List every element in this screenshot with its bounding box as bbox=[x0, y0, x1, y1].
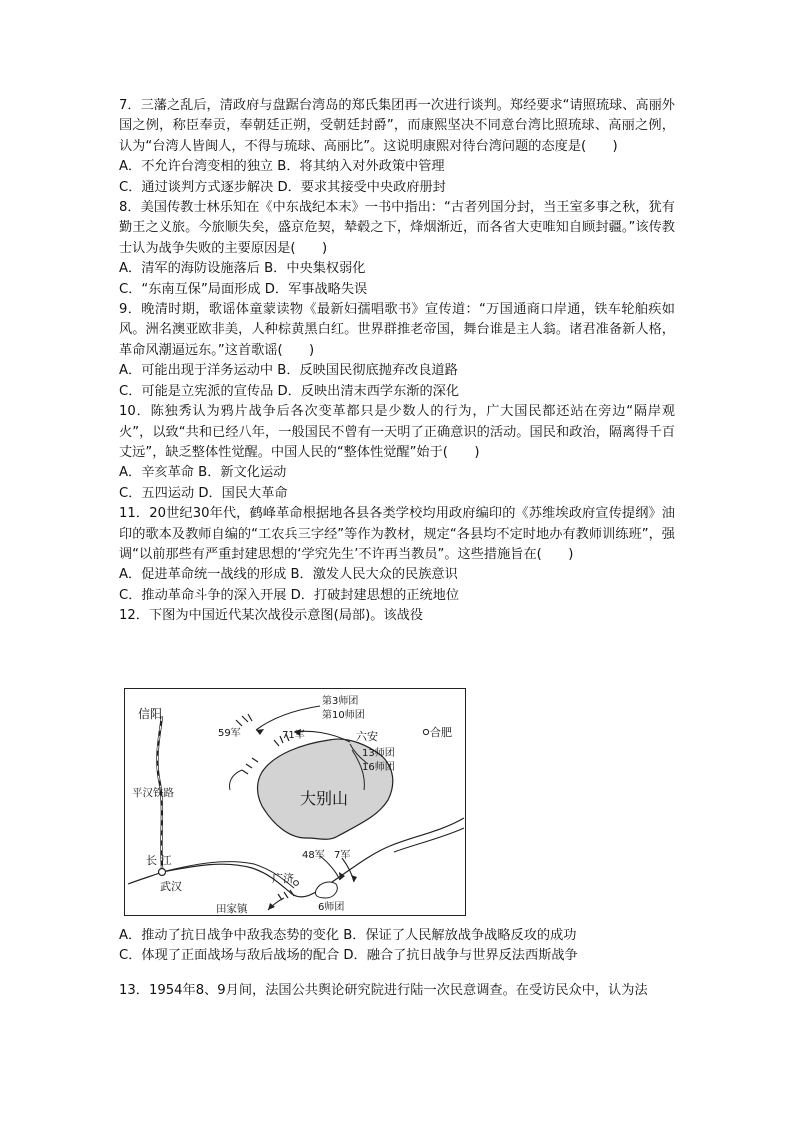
question-stem: 8．美国传教士林乐知在《中东战纪本末》一书中指出：“古者列国分封，当王室多事之秋，犹有勤王之义旅。今旅顺失矣，盛京危契，辇毂之下，烽烟渐近，而各省大吏唯知自顾封疆。”该传教士认为战争失败的主要原因是( ) bbox=[119, 200, 675, 256]
label-xinyang: 信阳 bbox=[138, 707, 163, 721]
question-stem: 10．陈独秀认为鸦片战争后各次变革都只是少数人的行为，广大国民都还站在旁边“隔岸观火”，以致“共和已经八年，一般国民不曾有一天明了正确意识的活动。国民和政治，隔离得千百丈远”，缺乏整体性觉醒。中国人民的“整体性觉醒”始于( ) bbox=[119, 404, 675, 460]
options-line: A．清军的海防设施落后 B．中央集权弱化 bbox=[119, 261, 366, 277]
label-division-16: 16师团 bbox=[362, 762, 395, 773]
label-pinghan-railway: 平汉铁路 bbox=[132, 787, 174, 799]
label-division-6: 6师团 bbox=[318, 902, 345, 913]
battle-map bbox=[124, 688, 466, 916]
options-line: A．促进革命统一战线的形成 B．激发人民大众的民族意识 bbox=[119, 567, 458, 583]
label-division-10: 第10师团 bbox=[322, 710, 365, 721]
options-line: A．可能出现于洋务运动中 B．反映国民彻底抛弃改良道路 bbox=[119, 363, 458, 379]
options-line: C．推动革命斗争的深入开展 D．打破封建思想的正统地位 bbox=[119, 587, 460, 603]
label-guangji: 广济 bbox=[272, 872, 294, 885]
question-10 bbox=[119, 402, 675, 504]
options-line: A．不允许台湾变相的独立 B．将其纳入对外政策中管理 bbox=[119, 159, 445, 175]
question-9 bbox=[119, 300, 675, 402]
label-tianjiazhen: 田家镇 bbox=[216, 903, 248, 915]
questions-7-to-12 bbox=[119, 96, 675, 627]
options-line: C．五四运动 D．国民大革命 bbox=[119, 485, 288, 501]
question-7 bbox=[119, 96, 675, 198]
question-8 bbox=[119, 198, 675, 300]
question-stem: 7．三藩之乱后，清政府与盘踞台湾岛的郑氏集团再一次进行谈判。郑经要求“请照琉球、高丽外国之例，称臣奉贡，奉朝廷正朔，受朝廷封爵”，而康熙坚决不同意台湾比照琉球、高丽之例，认为“台湾人皆闽人，不得与琉球、高丽比”。这说明康熙对待台湾问题的态度是( ) bbox=[119, 98, 675, 154]
label-dabieshan: 大别山 bbox=[300, 789, 349, 808]
label-army-48: 48军 bbox=[302, 850, 325, 861]
label-army-71: 71军 bbox=[282, 730, 305, 741]
options-line: A．推动了抗日战争中敌我态势的变化 B．保证了人民解放战争战略反攻的成功 bbox=[119, 928, 577, 943]
question-stem: 9．晚清时期，歌谣体童蒙读物《最新妇孺唱歌书》宣传道：“万国通商口岸通，铁车轮舶疾如风。洲名澳亚欧非美，人种棕黄黑白红。世界群推老帝国，舞台谁是主人翁。诸君准备新人格，革命风潮逼远东。”这首歌谣( ) bbox=[119, 302, 675, 358]
label-wuhan: 武汉 bbox=[160, 880, 182, 893]
options-line: C．“东南互保”局面形成 D．军事战略失误 bbox=[119, 281, 368, 297]
label-division-13: 13师团 bbox=[362, 748, 395, 759]
question-13-stem: 13．1954年8、9月间，法国公共舆论研究院进行陆一次民意调查。在受访民众中，认为法 bbox=[119, 982, 648, 998]
question-11 bbox=[119, 504, 675, 606]
wuhan-marker bbox=[159, 869, 166, 876]
options-line: C．可能是立宪派的宣传品 D．反映出清末西学东渐的深化 bbox=[119, 383, 460, 399]
label-changjiang: 长 江 bbox=[146, 854, 172, 867]
hefei-marker bbox=[423, 729, 428, 734]
label-liuan: 六安 bbox=[356, 730, 378, 743]
options-line: C．体现了正面战场与敌后战场的配合 D．融合了抗日战争与世界反法西斯战争 bbox=[119, 948, 578, 964]
guangji-marker bbox=[294, 881, 299, 886]
label-hefei: 合肥 bbox=[430, 726, 452, 739]
options-line: C．通过谈判方式逐步解决 D．要求其接受中央政府册封 bbox=[119, 179, 446, 195]
question-12 bbox=[119, 606, 675, 626]
label-division-3: 第3师团 bbox=[322, 696, 359, 707]
label-army-7: 7军 bbox=[334, 850, 351, 861]
question-stem: 12．下图为中国近代某次战役示意图(局部)。该战役 bbox=[119, 608, 424, 624]
label-army-59: 59军 bbox=[218, 728, 241, 739]
options-line: A．辛亥革命 B．新文化运动 bbox=[119, 465, 287, 481]
question-12-options-and-13 bbox=[119, 926, 675, 1001]
question-stem: 11．20世纪30年代，鹤峰革命根据地各县各类学校均用政府编印的《苏维埃政府宣传提纲》油印的歌本及教师自编的“工农兵三字经”等作为教材，规定“各县均不定时地办有教师训练班”，强调“以前那些有严重封建思想的‘学究先生’不许再当教员”。这些措施旨在( ) bbox=[119, 506, 675, 562]
